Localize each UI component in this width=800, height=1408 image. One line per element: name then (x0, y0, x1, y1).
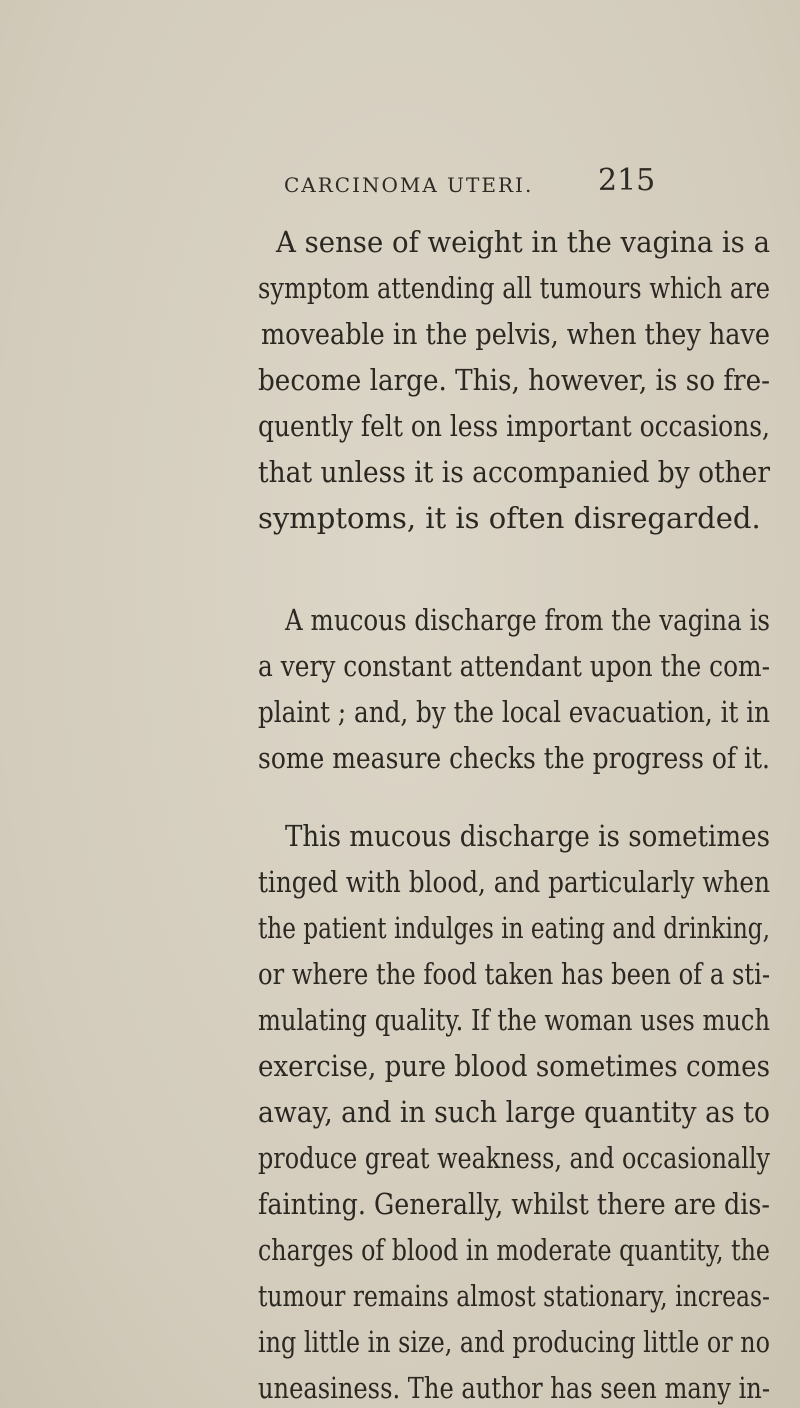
text-line: quently felt on less important occasions, (258, 409, 770, 443)
text-line: the patient indulges in eating and drinking, (258, 911, 770, 945)
running-head (0, 163, 800, 203)
text-line: charges of blood in moderate quantity, the (258, 1233, 770, 1267)
text-line: produce great weakness, and occasionally (258, 1141, 770, 1175)
text-line: fainting. Generally, whilst there are dis- (258, 1187, 770, 1221)
page-number: 215 (598, 163, 656, 198)
text-line: symptom attending all tumours which are (258, 271, 770, 305)
text-line: A mucous discharge from the vagina is (285, 603, 770, 637)
text-line: uneasiness. The author has seen many in- (258, 1371, 770, 1405)
text-line: or where the food taken has been of a sti- (258, 957, 770, 991)
text-line: become large. This, however, is so fre- (258, 363, 770, 397)
text-line: moveable in the pelvis, when they have (261, 317, 770, 351)
running-title: CARCINOMA UTERI. (284, 173, 534, 197)
text-line: symptoms, it is often disregarded. (258, 501, 761, 535)
text-line: tumour remains almost stationary, increas- (258, 1279, 770, 1313)
text-line: that unless it is accompanied by other (258, 455, 770, 489)
text-line: away, and in such large quantity as to (258, 1095, 770, 1129)
text-line: A sense of weight in the vagina is a (276, 225, 770, 259)
text-line: exercise, pure blood sometimes comes (258, 1049, 770, 1083)
text-line: This mucous discharge is sometimes (285, 819, 770, 853)
text-line: plaint ; and, by the local evacuation, it in (258, 695, 770, 729)
text-line: tinged with blood, and particularly when (258, 865, 770, 899)
text-line: some measure checks the progress of it. (258, 741, 770, 775)
text-line: a very constant attendant upon the com- (258, 649, 770, 683)
text-line: mulating quality. If the woman uses much (258, 1003, 770, 1037)
text-line: ing little in size, and producing little or no (258, 1325, 770, 1359)
